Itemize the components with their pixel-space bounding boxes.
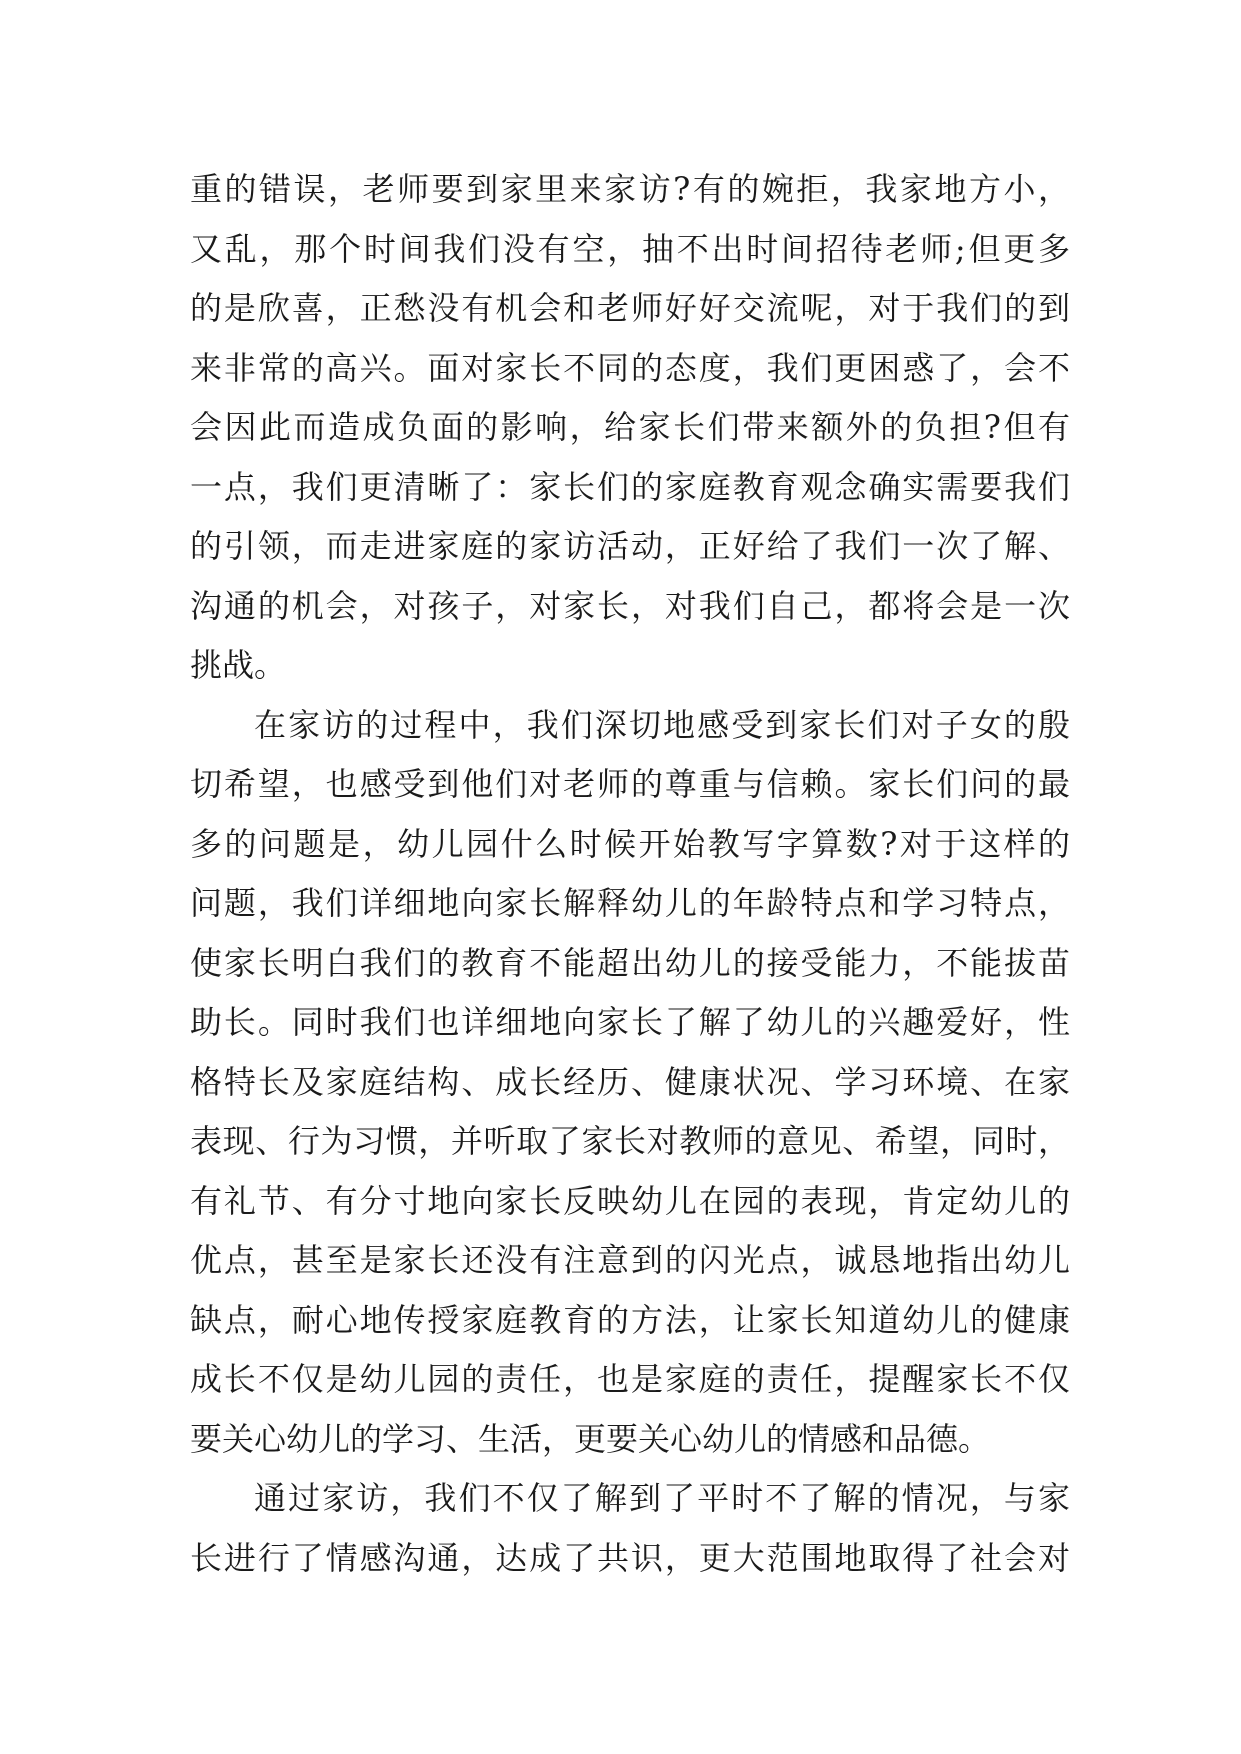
text-line: 的是欣喜，正愁没有机会和老师好好交流呢，对于我们的到	[190, 289, 1070, 327]
text-line: 优点，甚至是家长还没有注意到的闪光点，诚恳地指出幼儿	[190, 1241, 1070, 1279]
text-line: 沟通的机会，对孩子，对家长，对我们自己，都将会是一次	[190, 586, 1070, 625]
text-line: 要关心幼儿的学习、生活，更要关心幼儿的情感和品德。	[190, 1419, 991, 1458]
text-line: 成长不仅是幼儿园的责任，也是家庭的责任，提醒家长不仅	[190, 1360, 1070, 1398]
text-line: 挑战。	[190, 646, 287, 684]
text-line: 一点，我们更清晰了：家长们的家庭教育观念确实需要我们	[190, 467, 1070, 506]
text-line: 的引领，而走进家庭的家访活动，正好给了我们一次了解、	[190, 527, 1070, 565]
text-line: 长进行了情感沟通，达成了共识，更大范围地取得了社会对	[190, 1538, 1070, 1577]
text-line: 又乱，那个时间我们没有空，抽不出时间招待老师;但更多	[190, 229, 1070, 268]
paragraph	[190, 696, 1070, 1470]
text-line: 有礼节、有分寸地向家长反映幼儿在园的表现，肯定幼儿的	[190, 1181, 1070, 1220]
text-line: 缺点，耐心地传授家庭教育的方法，让家长知道幼儿的健康	[190, 1300, 1070, 1339]
text-line: 会因此而造成负面的影响，给家长们带来额外的负担?但有	[190, 408, 1070, 446]
text-line: 格特长及家庭结构、成长经历、健康状况、学习环境、在家	[190, 1062, 1070, 1101]
paragraph	[190, 1469, 1070, 1588]
text-line: 重的错误，老师要到家里来家访?有的婉拒，我家地方小，	[190, 170, 1070, 208]
text-line: 助长。同时我们也详细地向家长了解了幼儿的兴趣爱好，性	[190, 1003, 1070, 1041]
paragraph	[190, 160, 1070, 696]
text-line: 使家长明白我们的教育不能超出幼儿的接受能力，不能拔苗	[190, 943, 1070, 982]
body-text	[190, 160, 1070, 1588]
text-line: 切希望，也感受到他们对老师的尊重与信赖。家长们问的最	[190, 765, 1070, 803]
text-line: 表现、行为习惯，并听取了家长对教师的意见、希望，同时，	[190, 1122, 1070, 1160]
text-line: 来非常的高兴。面对家长不同的态度，我们更困惑了，会不	[190, 348, 1070, 387]
text-line: 多的问题是，幼儿园什么时候开始教写字算数?对于这样的	[190, 824, 1070, 863]
text-line: 通过家访，我们不仅了解到了平时不了解的情况，与家	[254, 1479, 1070, 1517]
text-line: 问题，我们详细地向家长解释幼儿的年龄特点和学习特点，	[190, 884, 1070, 922]
text-line: 在家访的过程中，我们深切地感受到家长们对子女的殷	[254, 705, 1070, 744]
